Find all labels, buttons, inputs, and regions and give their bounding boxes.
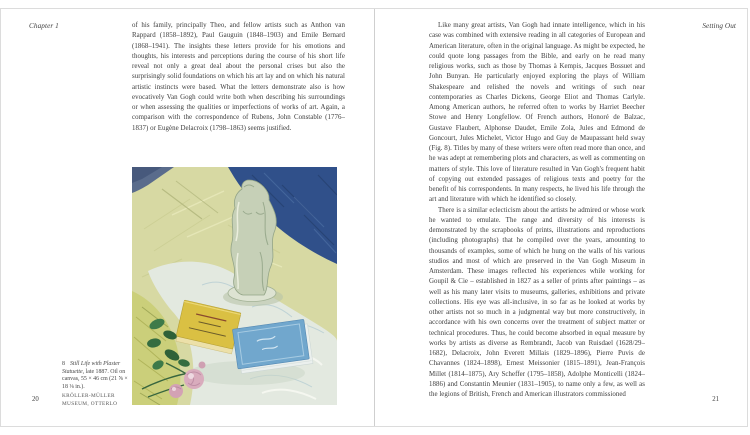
right-page (375, 9, 747, 426)
figure-8-painting (132, 167, 337, 405)
figure-details: , late 1887. Oil on canvas, 55 × 46 cm (21 ⅝ × 18 ⅛ in.). (62, 368, 128, 391)
left-body-text: of his family, principally Theo, and fellow artists such as Anthon van Rappard (1858–1892), Paul Gauguin (1848–1903) and Emile Bernard (1868–1941). The insights these letters provide for his emotions and thoughts, his interests and perceptions during the course of his short life reveal not only a great deal about the personal crises but also the surprisingly solid foundations on which his art lay and on which his natural artistic instincts were based. What the letters demonstrate also is how evocatively Van Gogh could write both when describing his surroundings or when assessing the qualities or imperfections of works of art. Again, a comparison with the correspondence of Rubens, John Constable (1776–1837) or Eugène Delacroix (1798–1863) seems justified. (132, 22, 345, 132)
paragraph-reading: Like many great artists, Van Gogh had innate intelligence, which in his case was combined with extensive reading in all categories of European and American literature, often in the original language. As might be expected, he could quote long passages from the Bible, and early on he read many religious works, such as those by Thomas à Kempis, Jacques Bossuet and John Bunyan. He particularly enjoyed exploring the plays of William Shakespeare and relished the novels and writings of such near contemporaries as Charles Dickens, George Eliot and Thomas Carlyle. Among American authors, he referred often to works by Harriet Beecher Stowe and Henry Longfellow. Of French authors, Honoré de Balzac, Gustave Flaubert, Alphonse Daudet, Emile Zola, Jules and Edmond de Goncourt, Jules Michelet, Victor Hugo and Guy de Maupassant held sway (Fig. 8). Titles by many of these writers were often read more than once, and he was adept at remembering plots and characters, as well as commenting on matters of style. This love of literature resulted in Van Gogh's frequent habit of copying out extended passages of religious texts and poetry for the benefit of his correspondents. In many respects, he lived his life through the art and literature with which he identified so closely. (429, 22, 645, 204)
running-head-chapter: Chapter 1 (29, 22, 59, 30)
figure-number: 8 (62, 361, 65, 367)
running-head-section: Setting Out (702, 22, 736, 30)
paragraph-eclecticism: There is a similar eclecticism about the artists he admired or whose work he wanted to emulate. The range and diversity of his interests is demonstrated by the scrapbooks of prints, illustrations and reproductions (including photographs) that he compiled over the years, amounting to thousands of examples, some of which he hung on the walls of his various studios and most of which are preserved in the Van Gogh Museum in Amsterdam. These images reflected his experiences while working for Goupil & Cie – established in 1827 as a seller of prints after paintings – as well as his many later visits to museums, galleries, exhibitions and private collections. His eye was all-inclusive, in so far as he looked at works by other artists not so much in a judgmental way but more constructively, in accordance with his own concerns over the treatment of subject matter or technical procedures. Thus, he could become absorbed in equal measure by works by artists as diverse as Rembrandt, Jacob van Ruisdael (1628/29–1682), Delacroix, John Everett Millais (1829–1896), Pierre Puvis de Chavannes (1824–1898), Ernest Meissonier (1815–1891), Jean-François Millet (1814–1875), Ary Scheffer (1795–1858), Adolphe Monticelli (1824–1886) and Constantin Meunier (1831–1905), to name only a few, as well as the legions of British, French and American illustrators commissioned (429, 206, 645, 398)
page-number-left: 20 (32, 396, 39, 403)
right-body-text (429, 21, 645, 400)
figure-caption (62, 361, 128, 408)
book-spread (0, 8, 748, 427)
figure-credit: KRÖLLER-MÜLLER MUSEUM, OTTERLO (62, 392, 118, 407)
page-number-right: 21 (712, 396, 719, 403)
still-life-painting-image (132, 167, 337, 405)
figure-title: Still Life with Plaster Statuette (62, 361, 121, 375)
left-page (1, 9, 374, 426)
